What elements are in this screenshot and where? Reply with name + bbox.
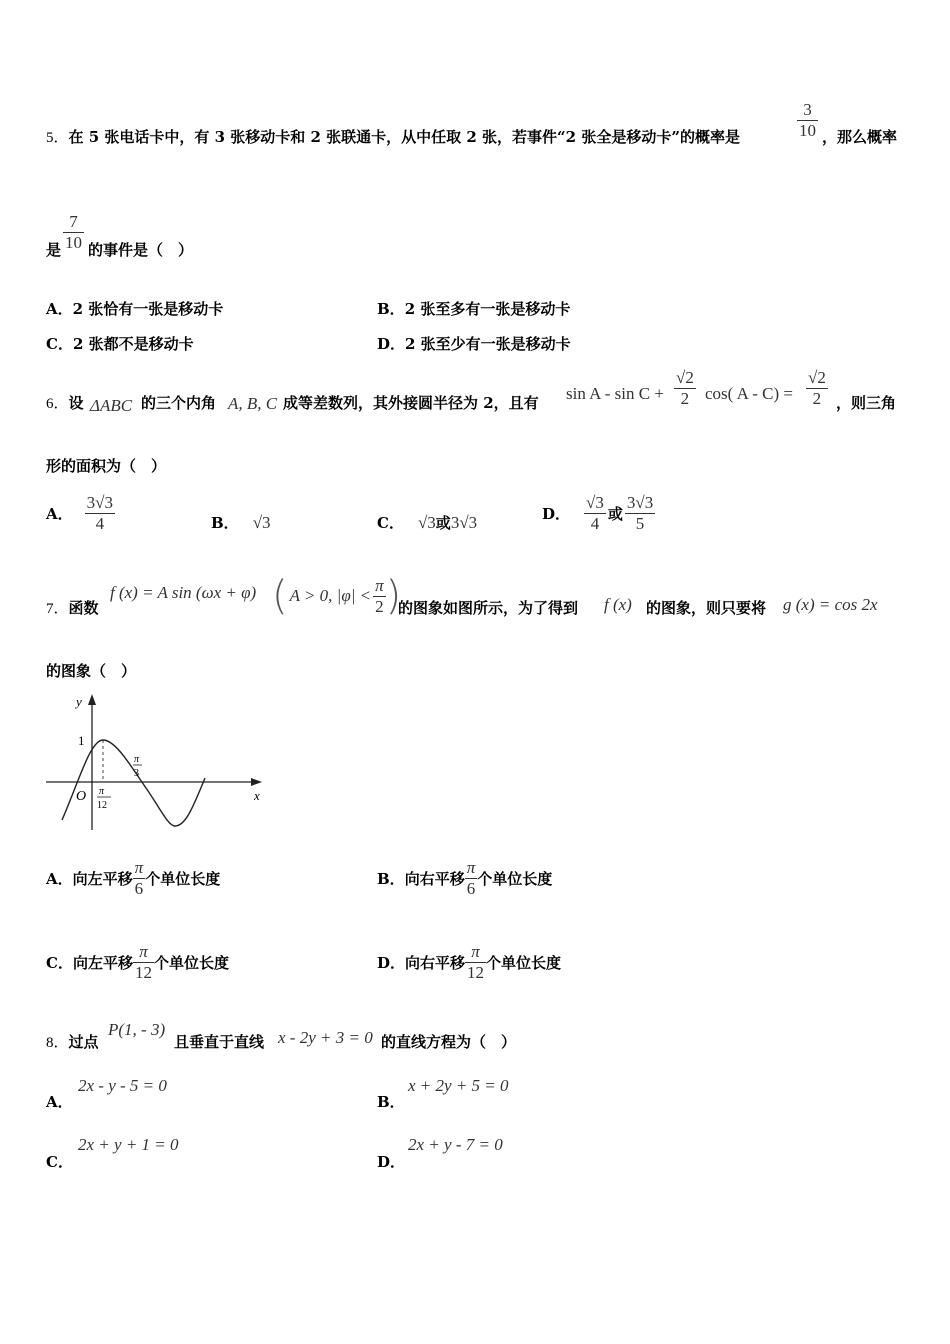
- frac-denominator: 4: [590, 513, 600, 533]
- pi3-den: 3: [134, 768, 139, 779]
- pi3-num: π: [134, 754, 140, 765]
- frac-numerator: 3: [803, 100, 812, 119]
- q7-condition: ( A > 0, |φ| < $\frac{\pi}{2}$ ): [272, 573, 402, 619]
- option-fraction: [133, 942, 154, 983]
- frac-numerator: √2: [808, 368, 826, 387]
- option-value: √3: [417, 513, 436, 532]
- option-text: 2 张都不是移动卡: [72, 335, 194, 353]
- q5-fraction-3-10: [797, 100, 818, 141]
- option-pre: 向左平移: [72, 869, 133, 888]
- frac-numerator: 7: [69, 212, 78, 231]
- q5-option-d[interactable]: [377, 333, 571, 354]
- frac-numerator: π: [375, 575, 384, 595]
- q7-option-b[interactable]: [377, 852, 552, 904]
- q6-text-4: ，则三角: [836, 394, 897, 412]
- q6-text-3: 成等差数列，其外接圆半径为 2，且有: [283, 394, 539, 412]
- q6-triangle: ΔABC: [90, 396, 133, 415]
- q8-option-b-letter[interactable]: B．: [377, 1093, 405, 1111]
- frac-numerator: 3√3: [86, 492, 113, 512]
- q7-text-1: 函数: [68, 599, 99, 617]
- option-post: 个单位长度: [153, 953, 229, 972]
- option-text: 2 张恰有一张是移动卡: [72, 300, 224, 318]
- q8-option-c-letter[interactable]: C．: [46, 1153, 73, 1171]
- frac-denominator: 10: [799, 121, 816, 140]
- q5-line2-b: 的事件是（ ）: [88, 241, 194, 259]
- y-label: y: [76, 694, 82, 709]
- q6-equation-b: cos( A - C) =: [705, 384, 793, 403]
- option-post: 个单位长度: [486, 953, 562, 972]
- q7-line1-start: [46, 597, 99, 618]
- q5-option-a[interactable]: [46, 298, 223, 319]
- condition-fraction: [373, 576, 386, 617]
- option-fraction: [465, 858, 478, 899]
- one-label: 1: [78, 733, 85, 748]
- frac-denominator: 6: [466, 878, 476, 898]
- q6-option-a[interactable]: [46, 488, 115, 538]
- q6-fraction-sqrt2-2-a: [674, 368, 696, 409]
- frac-denominator: 4: [95, 513, 105, 533]
- x-label: x: [254, 788, 260, 803]
- option-letter: A．: [46, 300, 73, 318]
- q8-option-d-letter[interactable]: D．: [377, 1153, 406, 1171]
- q7-gx: g (x) = cos 2x: [783, 595, 878, 614]
- frac-denominator: 6: [134, 878, 144, 898]
- option-text: 2 张至多有一张是移动卡: [404, 300, 571, 318]
- frac-denominator: 2: [812, 389, 822, 408]
- frac-denominator: 12: [134, 962, 152, 982]
- frac-denominator: 5: [635, 513, 645, 533]
- pi12-den: 12: [97, 800, 107, 811]
- q8-option-c-eq[interactable]: 2x + y + 1 = 0: [78, 1135, 179, 1154]
- option-letter: A．: [46, 504, 73, 523]
- q5-line2-a: 是: [46, 241, 62, 259]
- q6-option-c[interactable]: [377, 512, 477, 533]
- option-fraction: [133, 858, 146, 899]
- q8-line1-start: [46, 1031, 99, 1052]
- option-or: 或: [435, 514, 451, 532]
- q8-option-a-letter[interactable]: A．: [46, 1093, 73, 1111]
- option-letter: B．: [377, 300, 405, 318]
- q7-text-2: 的图象如图所示，为了得到: [398, 599, 579, 617]
- q8-option-a-eq[interactable]: 2x - y - 5 = 0: [78, 1076, 167, 1095]
- q7-option-d[interactable]: [377, 936, 561, 988]
- frac-numerator: √3: [586, 492, 604, 512]
- q7-line2: 的图象（ ）: [46, 662, 137, 680]
- q6-line2: 形的面积为（ ）: [46, 457, 167, 475]
- q7-option-c[interactable]: [46, 936, 229, 988]
- option-letter: D．: [377, 335, 406, 353]
- option-post: 个单位长度: [477, 869, 553, 888]
- frac-numerator: π: [466, 857, 476, 877]
- q5-number: 5．: [46, 130, 69, 146]
- option-or: 或: [607, 504, 623, 523]
- q6-equation-a: sin A - sin C +: [566, 384, 664, 403]
- q6-text-2: 的三个内角: [141, 394, 217, 412]
- option-fraction: [85, 493, 115, 534]
- q8-option-b-eq[interactable]: x + 2y + 5 = 0: [408, 1076, 509, 1095]
- condition-text: A > 0, |φ| <: [289, 586, 372, 605]
- option-letter: D．: [542, 504, 571, 523]
- origin-label: O: [76, 789, 87, 804]
- option-pre: 向右平移: [405, 953, 466, 972]
- option-letter: C．: [46, 335, 73, 353]
- q7-text-3: 的图象，则只要将: [646, 599, 767, 617]
- q6-angles: A, B, C: [228, 394, 278, 413]
- frac-denominator: 2: [680, 389, 690, 408]
- q7-option-a[interactable]: [46, 852, 220, 904]
- q7-fx: f (x): [604, 595, 632, 614]
- q8-text-1: 过点: [68, 1033, 99, 1051]
- q6-fraction-sqrt2-2-b: [806, 368, 828, 409]
- q6-number: 6．: [46, 396, 69, 412]
- frac-numerator: π: [134, 857, 144, 877]
- q5-option-c[interactable]: [46, 333, 194, 354]
- option-fraction-1: [584, 493, 606, 534]
- option-fraction: [465, 942, 486, 983]
- option-letter: B．: [211, 514, 239, 532]
- q5-fraction-7-10: [63, 212, 84, 253]
- q5-option-b[interactable]: [377, 298, 570, 319]
- option-letter: D．: [377, 953, 406, 972]
- q8-line-equation: x - 2y + 3 = 0: [278, 1028, 373, 1047]
- x-axis-arrow: [251, 778, 262, 786]
- q5-text-a: 在 5 张电话卡中，有 3 张移动卡和 2 张联通卡，从中任取 2 张，若事件“2 张全是移动卡”的概率是: [68, 128, 740, 146]
- q7-function: f (x) = A sin (ωx + φ): [110, 583, 257, 602]
- option-fraction-2: [625, 493, 655, 534]
- q8-number: 8．: [46, 1035, 69, 1051]
- frac-numerator: π: [139, 941, 148, 961]
- option-letter: B．: [377, 869, 405, 888]
- frac-numerator: √2: [676, 368, 694, 387]
- sine-curve: [62, 740, 205, 826]
- q7-graph: [40, 688, 270, 838]
- option-pre: 向左平移: [72, 953, 133, 972]
- option-value: √3: [252, 513, 271, 532]
- option-text: 2 张至少有一张是移动卡: [405, 335, 571, 353]
- frac-numerator: π: [471, 941, 480, 961]
- q8-option-d-eq[interactable]: 2x + y - 7 = 0: [408, 1135, 503, 1154]
- option-letter: C．: [46, 953, 73, 972]
- q5-text-b: ，那么概率: [822, 128, 898, 146]
- option-post: 个单位长度: [145, 869, 221, 888]
- y-axis-arrow: [88, 694, 96, 705]
- frac-denominator: 12: [467, 962, 485, 982]
- q6-text-1: 设: [68, 394, 84, 412]
- frac-denominator: 2: [375, 596, 384, 616]
- q6-line1-start: [46, 392, 84, 413]
- frac-denominator: 10: [65, 233, 82, 252]
- q8-text-3: 的直线方程为（ ）: [381, 1033, 517, 1051]
- option-pre: 向右平移: [404, 869, 465, 888]
- q8-point: P(1, - 3): [108, 1020, 166, 1039]
- pi12-num: π: [99, 786, 105, 797]
- q6-option-d[interactable]: [542, 488, 655, 538]
- q6-option-b[interactable]: [211, 512, 271, 533]
- option-value: 3√3: [450, 513, 478, 532]
- option-letter: C．: [377, 514, 404, 532]
- q7-number: 7．: [46, 601, 69, 617]
- frac-numerator: 3√3: [626, 492, 654, 512]
- option-letter: A．: [46, 869, 73, 888]
- q5-line1: [46, 126, 740, 147]
- q8-text-2: 且垂直于直线: [174, 1033, 265, 1051]
